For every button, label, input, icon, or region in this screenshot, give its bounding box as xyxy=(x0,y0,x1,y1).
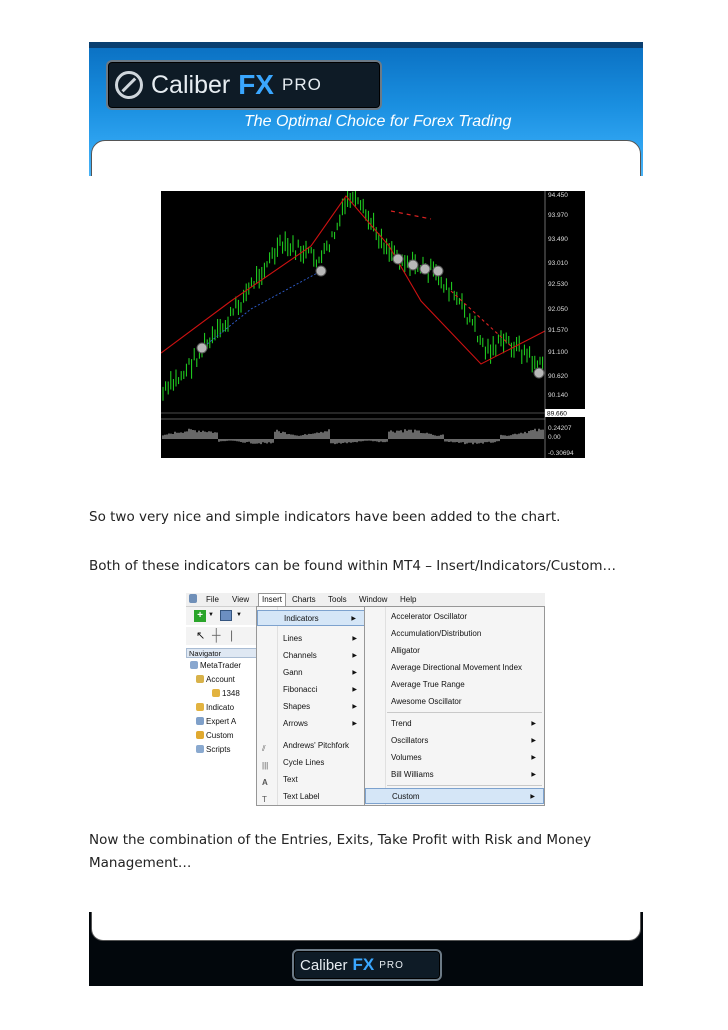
insert-menu-arrows[interactable]: Arrows ▶ xyxy=(257,716,365,732)
dashed-line-red-mid xyxy=(451,291,511,346)
indicator-adx[interactable]: Average Directional Movement Index xyxy=(391,663,523,672)
folder-icon xyxy=(190,661,198,669)
price-axis-label: 91.570 xyxy=(548,327,568,334)
nav-item-accounts[interactable]: Account xyxy=(196,675,235,684)
submenu-arrow-icon: ▶ xyxy=(531,738,536,744)
nav-item-custom-indicators[interactable]: Custom xyxy=(196,731,234,740)
indicator-accelerator-oscillator[interactable]: Accelerator Oscillator xyxy=(391,612,468,621)
menu-separator xyxy=(387,712,542,713)
price-axis-label: 90.620 xyxy=(548,373,568,380)
submenu-arrow-icon: ▶ xyxy=(530,794,535,800)
submenu-arrow-icon: ▶ xyxy=(531,755,536,761)
indicator-awesome-oscillator[interactable]: Awesome Oscillator xyxy=(391,697,462,706)
submenu-arrow-icon: ▶ xyxy=(531,772,536,778)
cursor-icon[interactable]: ↖ xyxy=(196,630,206,642)
nav-item-expert-advisors[interactable]: Expert A xyxy=(196,717,236,726)
cycle-lines-icon: ||| xyxy=(262,761,269,770)
chart-candles xyxy=(163,191,543,401)
nav-item-indicators[interactable]: Indicato xyxy=(196,703,234,712)
paragraph-3-line-2: Management… xyxy=(89,855,192,871)
dashed-line-red-top xyxy=(391,211,431,219)
price-axis-label: 91.100 xyxy=(548,349,568,356)
submenu-arrow-icon: ▶ xyxy=(352,721,357,727)
insert-menu-fibonacci[interactable]: Fibonacci ▶ xyxy=(257,682,365,698)
paragraph-2: Both of these indicators can be found within MT4 – Insert/Indicators/Custom… xyxy=(89,558,616,574)
mt4-app-icon xyxy=(189,594,197,603)
indicators-submenu xyxy=(364,606,545,806)
caliber-fx-logo xyxy=(106,60,382,110)
menu-help[interactable]: Help xyxy=(400,595,417,604)
menu-charts[interactable]: Charts xyxy=(292,595,316,604)
insert-menu-cycle-lines[interactable]: ||| Cycle Lines xyxy=(257,755,365,771)
insert-menu xyxy=(256,606,366,806)
footer-logo-word-pro: PRO xyxy=(379,959,404,971)
new-chart-icon[interactable]: + xyxy=(194,610,206,622)
marker-1 xyxy=(197,343,207,353)
trend-line xyxy=(161,196,545,364)
submenu-arrow-icon: ▶ xyxy=(351,616,356,622)
nav-item-account-number[interactable]: 1348 xyxy=(212,689,240,698)
submenu-arrow-icon: ▶ xyxy=(352,653,357,659)
paragraph-3-line-1: Now the combination of the Entries, Exits, Take Profit with Risk and Money xyxy=(89,832,592,848)
insert-menu-text[interactable]: A Text xyxy=(257,772,365,788)
indicator-group-trend[interactable]: Trend ▶ xyxy=(365,716,544,732)
insert-menu-indicators[interactable]: Indicators ▶ xyxy=(257,610,365,626)
price-axis-label: 90.140 xyxy=(548,392,568,399)
price-axis-label: 92.530 xyxy=(548,281,568,288)
footer-logo-word-caliber: Caliber xyxy=(300,956,348,974)
insert-menu-channels[interactable]: Channels ▶ xyxy=(257,648,365,664)
logo-word-caliber: Caliber xyxy=(151,70,231,99)
price-axis-label: 0.24207 xyxy=(548,425,572,432)
footer-page-card xyxy=(91,912,641,941)
marker-4 xyxy=(408,260,418,270)
nav-item-scripts[interactable]: Scripts xyxy=(196,745,230,754)
toolbar-top xyxy=(186,607,258,625)
marker-3 xyxy=(393,254,403,264)
indicator-alligator[interactable]: Alligator xyxy=(391,646,420,655)
marker-2 xyxy=(316,266,326,276)
indicator-group-custom[interactable]: Custom ▶ xyxy=(365,788,544,804)
indicator-accumulation-distribution[interactable]: Accumulation/Distribution xyxy=(391,629,482,638)
profiles-icon[interactable] xyxy=(220,610,232,621)
scripts-icon xyxy=(196,745,204,753)
toolbar-tools xyxy=(186,627,258,645)
dropdown-arrow-icon[interactable]: ▼ xyxy=(236,612,242,618)
insert-menu-gann[interactable]: Gann ▶ xyxy=(257,665,365,681)
navigator-header: Navigator xyxy=(186,648,258,658)
marker-5 xyxy=(420,264,430,274)
price-axis-label: -0.30694 xyxy=(548,450,574,457)
navigator-panel xyxy=(186,659,259,806)
price-axis-label: 92.050 xyxy=(548,306,568,313)
tagline: The Optimal Choice for Forex Trading xyxy=(244,113,512,130)
price-axis-label: 94.450 xyxy=(548,192,568,199)
indicators-icon xyxy=(196,703,204,711)
submenu-arrow-icon: ▶ xyxy=(352,636,357,642)
submenu-arrow-icon: ▶ xyxy=(531,721,536,727)
menu-view[interactable]: View xyxy=(232,595,250,604)
pitchfork-icon: ⫽ xyxy=(262,744,266,753)
price-axis-label: 0.00 xyxy=(548,434,561,441)
chart-markers xyxy=(197,254,544,378)
crosshair-icon[interactable]: ┼ xyxy=(212,628,221,642)
current-price-label: 89.660 xyxy=(547,410,567,418)
price-axis-label: 93.970 xyxy=(548,212,568,219)
submenu-arrow-icon: ▶ xyxy=(352,704,357,710)
menu-separator xyxy=(387,785,542,786)
price-axis-label: 93.010 xyxy=(548,260,568,267)
header-page-card xyxy=(91,140,641,176)
footer-caliber-fx-logo xyxy=(292,949,442,981)
chart-oscillator xyxy=(163,429,543,445)
mt4-window xyxy=(186,593,545,806)
accounts-icon xyxy=(196,675,204,683)
marker-7 xyxy=(534,368,544,378)
user-icon xyxy=(212,689,220,697)
submenu-arrow-icon: ▶ xyxy=(352,670,357,676)
price-axis xyxy=(545,191,585,458)
submenu-arrow-icon: ▶ xyxy=(352,687,357,693)
logo-word-pro: PRO xyxy=(281,75,322,94)
text-label-icon: T xyxy=(262,795,267,804)
vertical-line-icon[interactable]: | xyxy=(230,628,234,642)
menu-bar xyxy=(186,593,545,607)
indicator-group-bill-williams[interactable]: Bill Williams ▶ xyxy=(365,767,544,783)
custom-indicators-icon xyxy=(196,731,204,739)
marker-6 xyxy=(433,266,443,276)
expert-advisors-icon xyxy=(196,717,204,725)
dropdown-arrow-icon[interactable]: ▼ xyxy=(208,612,214,618)
menu-window[interactable]: Window xyxy=(359,595,388,604)
menu-insert[interactable]: Insert xyxy=(258,593,286,606)
menu-file[interactable]: File xyxy=(206,595,219,604)
logo-ring-icon xyxy=(115,71,143,99)
indicator-group-oscillators[interactable]: Oscillators ▶ xyxy=(365,733,544,749)
insert-menu-shapes[interactable]: Shapes ▶ xyxy=(257,699,365,715)
indicator-atr[interactable]: Average True Range xyxy=(391,680,465,689)
price-axis-label: 93.490 xyxy=(548,236,568,243)
insert-menu-lines[interactable]: Lines ▶ xyxy=(257,631,365,647)
logo-word-fx: FX xyxy=(238,69,274,100)
paragraph-1: So two very nice and simple indicators have been added to the chart. xyxy=(89,509,561,525)
insert-menu-andrews-pitchfork[interactable]: ⫽ Andrews' Pitchfork xyxy=(257,738,365,754)
insert-menu-text-label[interactable]: T Text Label xyxy=(257,789,365,805)
menu-tools[interactable]: Tools xyxy=(328,595,347,604)
footer-logo-word-fx: FX xyxy=(352,955,375,974)
forex-chart xyxy=(161,191,585,458)
indicator-group-volumes[interactable]: Volumes ▶ xyxy=(365,750,544,766)
nav-item-metatrader[interactable]: MetaTrader xyxy=(190,661,241,670)
text-icon: A xyxy=(262,778,268,787)
